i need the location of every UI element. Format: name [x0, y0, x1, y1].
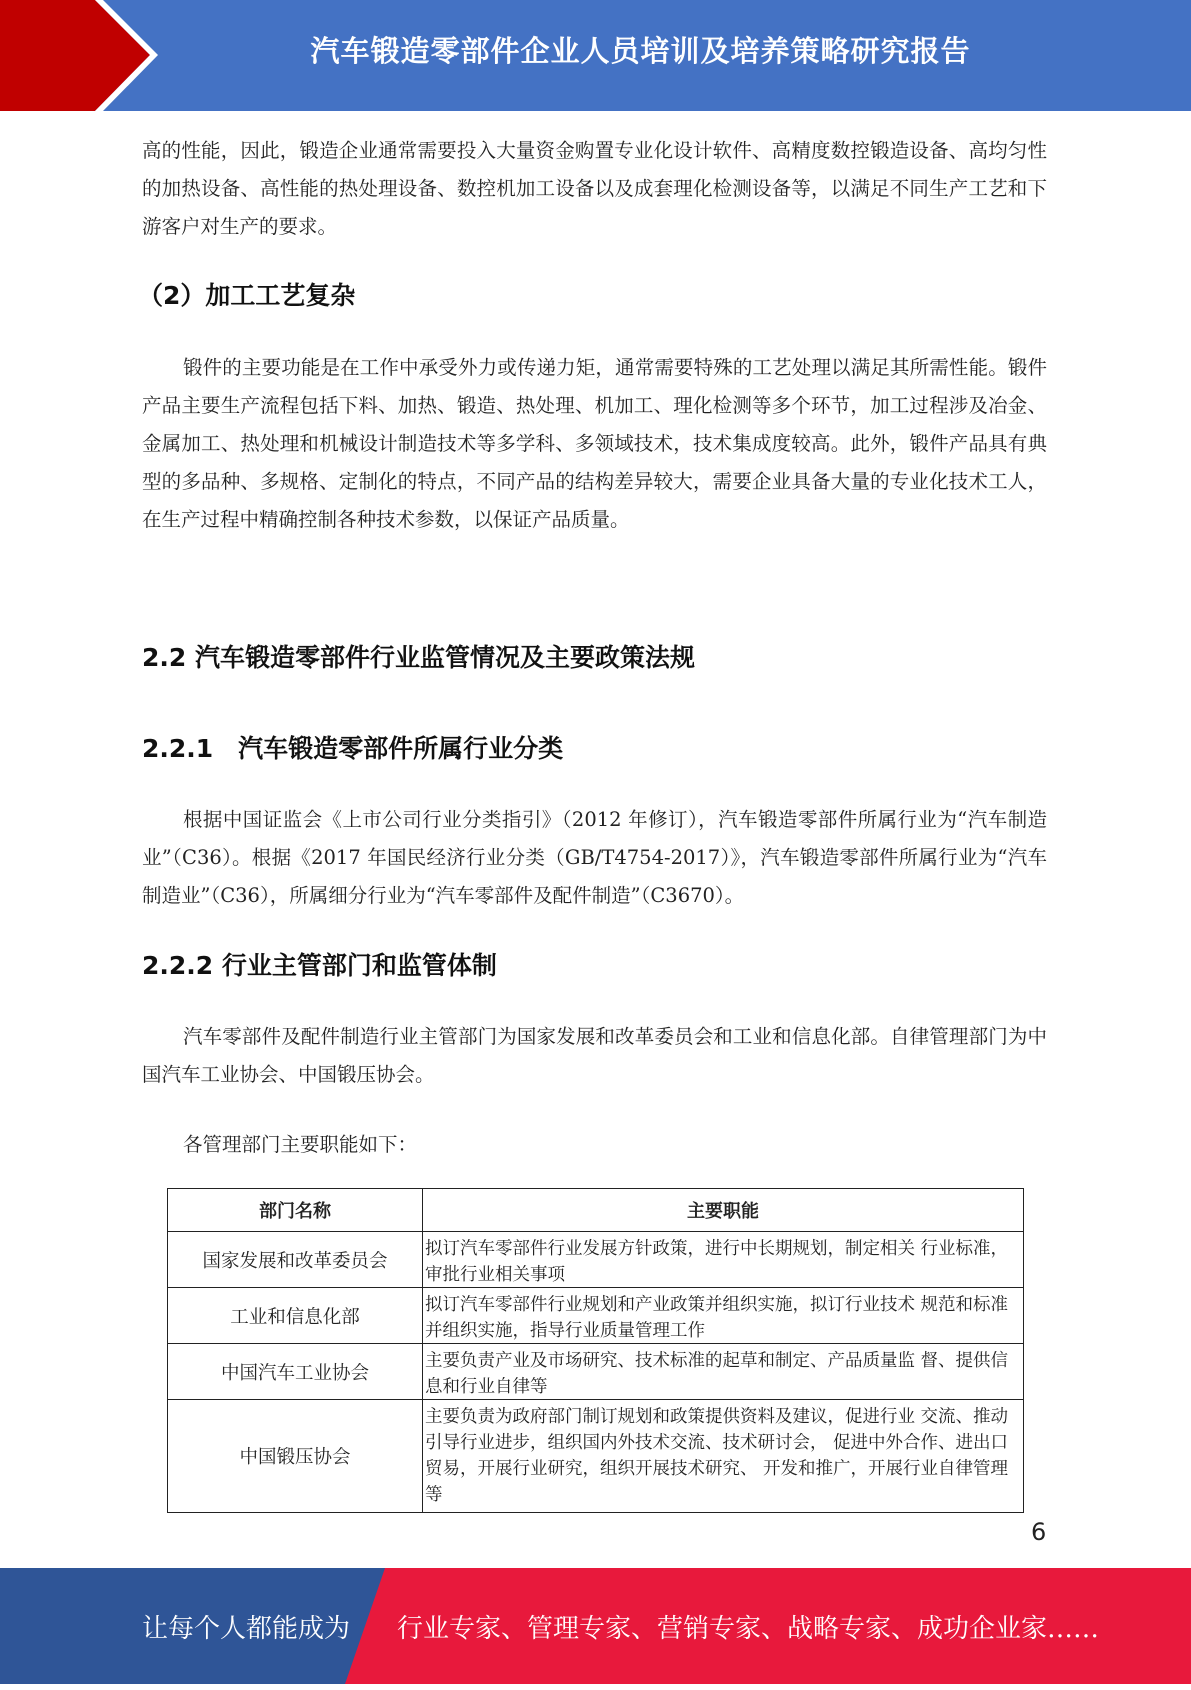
subsection-heading-process: （2）加工工艺复杂 [138, 281, 356, 310]
section-heading-2-2-2: 2.2.2 行业主管部门和监管体制 [142, 951, 497, 980]
table-cell-func-text: 主要负责产业及市场研究、技术标准的起草和制定、产品质量监 督、提供信息和行业自律等 [425, 1351, 1009, 1397]
section-heading-2-2-1: 2.2.1 汽车锻造零部件所属行业分类 [142, 734, 564, 763]
table-cell-func-text: 主要负责为政府部门制订规划和政策提供资料及建议，促进行业 交流、推动引导行业进步，组织国内外技术交流、技术研讨会， 促进中外合作、进出口贸易，开展行业研究，组织开展技术研究、 开发和推广，开展行业自律管理等 [425, 1407, 1009, 1505]
page-footer [0, 1568, 1191, 1684]
table-cell-func [423, 1288, 1024, 1344]
table-header-row [168, 1189, 1024, 1232]
table-cell-dept: 国家发展和改革委员会 [168, 1232, 423, 1288]
section-heading-2-2: 2.2 汽车锻造零部件行业监管情况及主要政策法规 [142, 643, 695, 672]
footer-slogan-right: 行业专家、管理专家、营销专家、战略专家、成功企业家…… [397, 1614, 1100, 1644]
regulator-paragraph: 汽车零部件及配件制造行业主管部门为国家发展和改革委员会和工业和信息化部。自律管理部门为中国汽车工业协会、中国锻压协会。 [142, 1025, 1047, 1086]
table-header-func: 主要职能 [423, 1189, 1024, 1232]
table-row [168, 1232, 1024, 1288]
page-header [0, 0, 1191, 111]
intro-paragraph: 高的性能，因此，锻造企业通常需要投入大量资金购置专业化设计软件、高精度数控锻造设备、高均匀性的加热设备、高性能的热处理设备、数控机加工设备以及成套理化检测设备等，以满足不同生产工艺和下游客户对生产的要求。 [142, 139, 1047, 238]
table-cell-dept: 中国汽车工业协会 [168, 1344, 423, 1400]
table-row [168, 1288, 1024, 1344]
table-cell-func [423, 1400, 1024, 1513]
duties-table [167, 1188, 1024, 1513]
table-cell-func [423, 1232, 1024, 1288]
report-title: 汽车锻造零部件企业人员培训及培养策略研究报告 [310, 34, 971, 68]
classification-paragraph-block [142, 801, 1047, 915]
table-cell-dept: 工业和信息化部 [168, 1288, 423, 1344]
intro-paragraph-block [142, 132, 1047, 246]
table-cell-func [423, 1344, 1024, 1400]
table-header-dept: 部门名称 [168, 1189, 423, 1232]
header-chevron-decoration [0, 0, 160, 111]
table-intro: 各管理部门主要职能如下： [183, 1133, 418, 1156]
classification-paragraph: 根据中国证监会《上市公司行业分类指引》（2012 年修订），汽车锻造零部件所属行业为“汽车制造业”（C36）。根据《2017 年国民经济行业分类（GB/T4754-2017）》，汽车锻造零部件所属行业为“汽车制造业”（C36），所属细分行业为“汽车零部件及配件制造”（C3670）。 [142, 808, 1047, 907]
table-cell-dept: 中国锻压协会 [168, 1400, 423, 1513]
regulator-paragraph-block [142, 1018, 1047, 1094]
page-number: 6 [1031, 1518, 1047, 1546]
footer-slogan-left: 让每个人都能成为 [142, 1614, 351, 1644]
table-cell-func-text: 拟订汽车零部件行业发展方针政策，进行中长期规划，制定相关 行业标准，审批行业相关事项 [425, 1239, 1009, 1285]
table-row [168, 1344, 1024, 1400]
table-intro-block [142, 1126, 1047, 1164]
table-row [168, 1400, 1024, 1513]
process-paragraph-block [142, 349, 1047, 539]
table-cell-func-text: 拟订汽车零部件行业规划和产业政策并组织实施，拟订行业技术 规范和标准并组织实施，指导行业质量管理工作 [425, 1295, 1009, 1341]
process-paragraph: 锻件的主要功能是在工作中承受外力或传递力矩，通常需要特殊的工艺处理以满足其所需性能。锻件产品主要生产流程包括下料、加热、锻造、热处理、机加工、理化检测等多个环节，加工过程涉及冶金、金属加工、热处理和机械设计制造技术等多学科、多领域技术，技术集成度较高。此外，锻件产品具有典型的多品种、多规格、定制化的特点，不同产品的结构差异较大，需要企业具备大量的专业化技术工人，在生产过程中精确控制各种技术参数，以保证产品质量。 [142, 356, 1047, 531]
